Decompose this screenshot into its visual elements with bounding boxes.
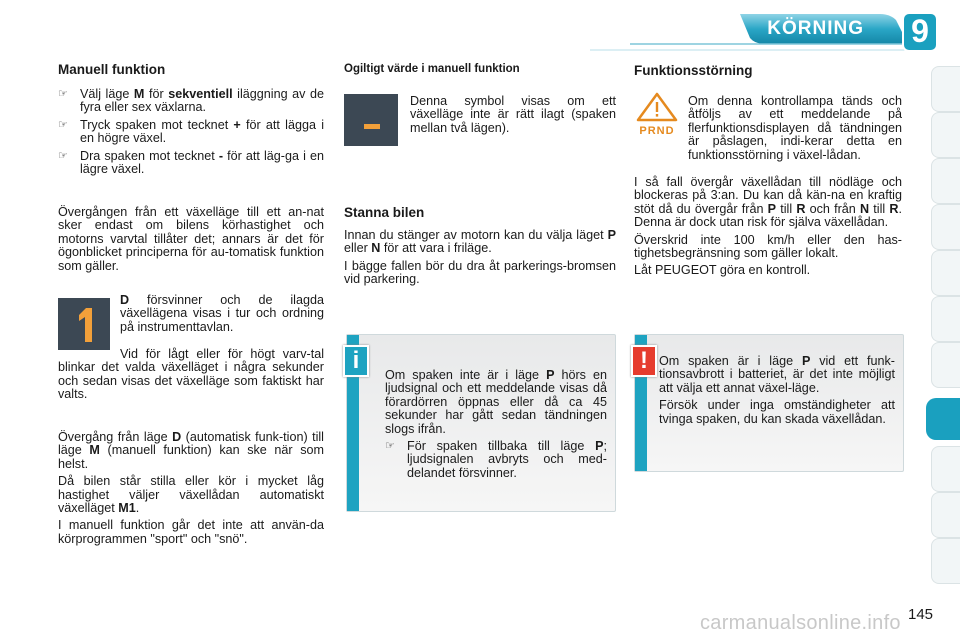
pointing-hand-icon: ☞ bbox=[58, 149, 68, 162]
invalid-symbol-text: Denna symbol visas om ett växelläge inte är rätt ilagt (spaken mellan två lägen). bbox=[410, 94, 616, 135]
list-item: ☞ Dra spaken mot tecknet - för att läg-ga i en lägre växel. bbox=[58, 148, 324, 177]
chapter-tab[interactable] bbox=[931, 204, 960, 250]
section-heading-stop: Stanna bilen bbox=[344, 205, 425, 220]
pointing-hand-icon: ☞ bbox=[58, 88, 68, 100]
malfunction-paragraphs: I så fall övergår växellådan till nödläge och blockeras på 3:an. Du kan då kän-na en kraftig stöt då du övergår från P till R och från N till R. Denna är dock utan risk för själva växellådan. Överskrid inte 100 km/h eller den has-tighetsbegränsning som gäller lokalt. Låt PEUGEOT göra en kontroll. bbox=[634, 175, 902, 278]
chapter-tab[interactable] bbox=[931, 158, 960, 204]
info-icon: i bbox=[343, 345, 369, 377]
chapter-number: 9 bbox=[911, 13, 929, 49]
chapter-tab[interactable] bbox=[931, 446, 960, 492]
pointing-hand-icon: ☞ bbox=[385, 440, 395, 453]
warning-prnd-label: PRND bbox=[639, 125, 675, 137]
info-panel-text: Om spaken inte är i läge P hörs en ljudsignal och ett meddelande visas då förardörren öppnas eller då ca 45 sekunder har gått sedan tändningen slogs ifrån. ☞ För spaken tillbaka till läge P; ljudsignalen avbryts och med-delandet försvinner. bbox=[385, 368, 607, 480]
chapter-tab[interactable] bbox=[931, 492, 960, 538]
chapter-tab-active[interactable] bbox=[926, 398, 960, 440]
paragraph: Vid för lågt eller för högt varv-tal blinkar det valda växelläget i några sekunder och sedan visas det växelläge som faktiskt har valts. bbox=[58, 347, 324, 402]
chapter-title: KÖRNING bbox=[767, 18, 864, 39]
info-panel bbox=[346, 334, 616, 512]
chapter-tab[interactable] bbox=[931, 66, 960, 112]
gear-display-1-icon bbox=[58, 298, 110, 350]
list-item: ☞ För spaken tillbaka till läge P; ljudsignalen avbryts och med-delandet försvinner. bbox=[385, 439, 607, 480]
chapter-tab[interactable] bbox=[931, 296, 960, 342]
warning-panel-text: Om spaken är i läge P vid ett funk-tionsavbrott i batteriet, är det inte möjligt att välja ett annat växel-läge. Försök under inga omständigheter att tvinga spaken, du kan skada växellådan. bbox=[659, 354, 895, 426]
gear-display-text: D försvinner och de ilagda växellägena visas i tur och ordning på instrumenttavlan. bbox=[120, 293, 324, 334]
malfunction-intro: Om denna kontrollampa tänds och åtföljs av ett meddelande på flerfunktionsdisplayen då tändningen är påslagen, indi-kerar detta en funktionsstörning i växel-lådan. bbox=[688, 94, 902, 162]
warning-panel bbox=[634, 334, 904, 472]
subheading-invalid-value: Ogiltigt värde i manuell funktion bbox=[344, 63, 520, 75]
chapter-tab[interactable] bbox=[931, 538, 960, 584]
list-item: ☞ Tryck spaken mot tecknet + för att lägga i en högre växel. bbox=[58, 117, 324, 146]
warning-prnd-icon bbox=[634, 92, 680, 140]
watermark: carmanualsonline.info bbox=[700, 612, 901, 634]
manual-paragraphs: Övergång från läge D (automatisk funk-tion) till läge M (manuell funktion) kan ske när som helst. Då bilen står stilla eller kör i mycket låg hastighet väljer växellådan automatiskt växelläget M1. I manuell funktion går det inte att använ-da körprogrammen "sport" och "snö". bbox=[58, 430, 325, 546]
chapter-tab[interactable] bbox=[931, 250, 960, 296]
page-number: 145 bbox=[908, 606, 934, 623]
paragraph: Övergången från ett växelläge till ett an-nat sker endast om bilens körhastighet och motorns varvtal tillåter det; annars är det för ögonblicket principerna för au-tomatisk funktion som gäller. bbox=[58, 205, 324, 273]
section-heading-manual: Manuell funktion bbox=[58, 62, 166, 77]
pointing-hand-icon: ☞ bbox=[58, 118, 68, 131]
chapter-tab[interactable] bbox=[931, 112, 960, 158]
invalid-gear-icon bbox=[344, 94, 398, 146]
manual-bullet-list bbox=[58, 88, 324, 180]
stop-paragraphs: Innan du stänger av motorn kan du välja läget P eller N för att vara i friläge. I bägge fallen bör du dra åt parkerings-bromsen vid parkering. bbox=[344, 228, 616, 287]
list-item: ☞ Välj läge M för sekventiell iläggning av de fyra eller sex växlarna. bbox=[58, 87, 324, 115]
section-heading-malfunction: Funktionsstörning bbox=[634, 63, 753, 78]
exclamation-icon: ! bbox=[631, 345, 657, 377]
chapter-tab[interactable] bbox=[931, 342, 960, 388]
